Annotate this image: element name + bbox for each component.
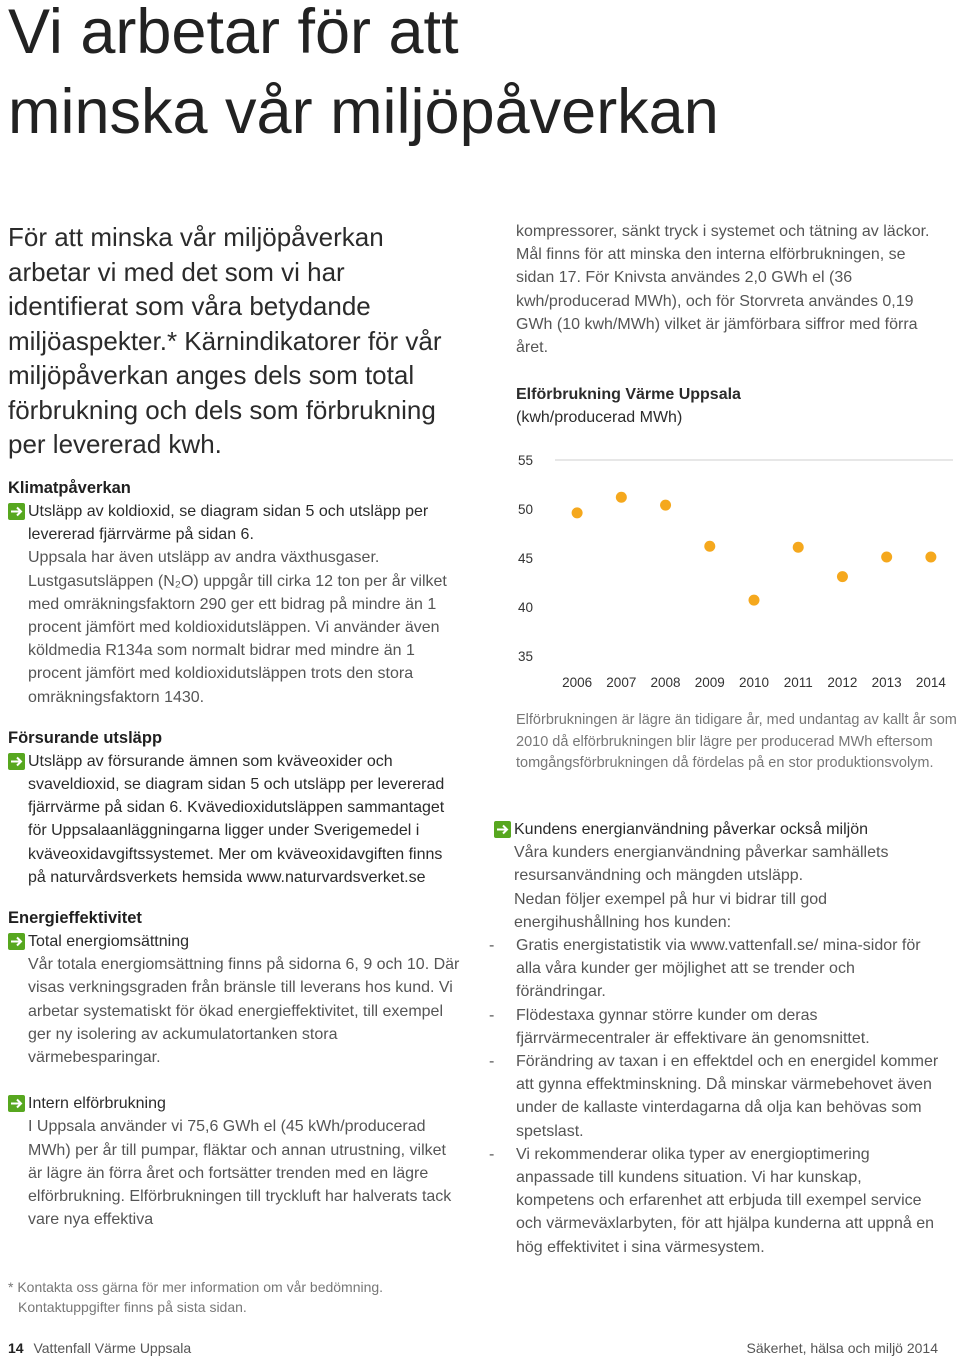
arrow-right-icon (8, 933, 25, 950)
x-tick-label: 2014 (915, 675, 946, 690)
page-title (8, 0, 719, 152)
y-tick-label: 35 (518, 649, 534, 664)
x-tick-label: 2006 (562, 675, 593, 690)
page-footer (8, 1340, 938, 1356)
x-tick-label: 2011 (783, 675, 813, 690)
list-item-text: Vi rekommenderar olika typer av energioptimering anpassade till kundens situation. Vi har kunskap, kompetens och erfarenhet att erbjuda till exempel service och värmeväxlarbyten, för att hjälpa kunderna att uppnå en hög effektivitet i sina värmesystem. (516, 1145, 935, 1256)
y-tick-label: 50 (518, 502, 534, 517)
list-dash: - (489, 937, 495, 955)
y-tick-label: 40 (518, 600, 534, 615)
footnote-line-2: Kontaktuppgifter finns på sista sidan. (18, 1299, 247, 1315)
forsurande-text: Utsläpp av försurande ämnen som kväveoxider och svaveldioxid, se diagram sidan 5 och utsläpp per levererad fjärrvärme på sidan 6. Kvävedioxidutsläppen sammantaget för Uppsalaanläggningarna ligger under Sverigemedel i kväveoxidavgiftssystemet. Mer om kväveoxidavgiften finns på naturvårdsverkets hemsida www.naturvardsverket.se (28, 752, 445, 886)
chart-header (516, 383, 936, 429)
title-line-2: minska vår miljöpåverkan (8, 77, 719, 147)
x-tick-label: 2013 (871, 675, 902, 690)
energi-text-1: Vår totala energiomsättning finns på sidorna 6, 9 och 10. Där visas verkningsgraden från bränsle till leverans hos kund. Vi arbetar systematiskt för ökad energieffektivitet, till exempel ger ny isolering av ackumulatortanken stora värmebesparingar. (28, 956, 460, 1067)
data-point (572, 507, 583, 518)
kundens-text-1: Våra kunders energianvändning påverkar samhällets resursanvändning och mängden utsläpp. (514, 844, 889, 885)
list-dash: - (489, 1006, 495, 1024)
data-point (704, 541, 715, 552)
energi-sub-1: Total energiomsättning (28, 933, 189, 951)
list-item-text: Gratis energistatistik via www.vattenfall.se/ mina-sidor för alla våra kunder ger möjlighet att se trender och förändringar. (516, 937, 921, 1001)
forsurande-heading: Försurande utsläpp (8, 728, 163, 747)
data-point (616, 492, 627, 503)
x-tick-label: 2007 (606, 675, 637, 690)
klimat-heading: Klimatpåverkan (8, 479, 131, 497)
chart-caption: Elförbrukningen är lägre än tidigare år, med undantag av kallt år som 2010 då elförbrukningen blir lägre per producerad MWh eftersom tomgångsförbrukningen då fördelas på en stor produktionsvolym. (516, 712, 957, 771)
page-number: 14 (8, 1340, 24, 1356)
kundens-list-item (489, 1143, 940, 1259)
klimat-text-1: Utsläpp av koldioxid, se diagram sidan 5 och utsläpp per levererad fjärrvärme på sidan 6. (28, 503, 429, 544)
data-point (749, 595, 760, 606)
x-tick-label: 2010 (738, 675, 770, 690)
energi-sub-2: Intern elförbrukning (28, 1095, 166, 1113)
y-tick-label: 55 (518, 453, 534, 468)
footer-company: Vattenfall Värme Uppsala (33, 1340, 192, 1356)
energi-text-2: I Uppsala använder vi 75,6 GWh el (45 kWh/producerad MWh) per år till pumpar, fläktar och annan utrustning, vilket är lägre än förra året och fortsätter trenden med en lägre elförbrukning. Elförbrukningen till tryckluft har halverats tack vare nya effektiva (28, 1118, 452, 1229)
energi-item-2 (8, 1092, 460, 1231)
kundens-list-item (489, 934, 940, 1004)
left-column (8, 477, 460, 1231)
arrow-right-icon (8, 503, 25, 520)
chart-subtitle: (kwh/producerad MWh) (516, 409, 683, 427)
kundens-list-item (489, 1050, 940, 1143)
list-item-text: Förändring av taxan i en effektdel och en energidel kommer att gynna effektminskning. Då minskar värmebehovet även under de kallaste vinterdagarna då olja kan behövas som spetslast. (516, 1053, 939, 1140)
list-item-text: Flödestaxa gynnar större kunder om deras fjärrvärmecentraler är effektivare än genomsnittet. (516, 1006, 870, 1047)
elforbrukning-chart (505, 440, 960, 705)
kundens-text-2: Nedan följer exempel på hur vi bidrar till god energihushållning hos kunden: (514, 890, 828, 931)
arrow-right-icon (494, 821, 511, 838)
data-point (660, 500, 671, 511)
klimat-item (8, 500, 460, 709)
x-tick-label: 2012 (827, 675, 858, 690)
title-line-1: Vi arbetar för att (8, 0, 459, 67)
x-tick-label: 2008 (650, 675, 681, 690)
chart-title: Elförbrukning Värme Uppsala (516, 386, 741, 403)
right-intro (516, 220, 936, 359)
footnote-line-1: * Kontakta oss gärna för mer information om vår bedömning. (8, 1279, 384, 1295)
right-intro-text: kompressorer, sänkt tryck i systemet och tätning av läckor. Mål finns för att minska den interna elförbrukningen, se sidan 17. För Knivsta användes 2,0 GWh el (36 kwh/producerad MWh), och för Storvreta användes 0,19 GWh (10 kwh/MWh) vilket är jämförbara siffror med förra året. (516, 223, 930, 357)
arrow-right-icon (8, 753, 25, 770)
kundens-list-item (489, 1004, 940, 1050)
list-dash: - (489, 1145, 495, 1163)
footnote (8, 1277, 508, 1317)
klimat-text-2: Uppsala har även utsläpp av andra växthusgaser. Lustgasutsläppen (N₂O) uppgår till cirka 12 ton per år vilket med omräkningsfaktorn 290 ger ett bidrag på mindre än 1 procent jämfört med koldioxidutsläppen. Vi använder även köldmedia R134a som normalt bidrar med mindre än 1 procent jämfört med koldioxidutsläppen trots den stora omräkningsfaktorn 1430. (28, 549, 447, 706)
footer-report: Säkerhet, hälsa och miljö 2014 (746, 1340, 938, 1356)
kundens-list (489, 934, 940, 1259)
y-tick-label: 45 (518, 551, 534, 566)
kundens-heading: Kundens energianvändning påverkar också miljön (514, 821, 868, 838)
data-point (793, 542, 804, 553)
x-tick-label: 2009 (694, 675, 725, 690)
energi-item-1 (8, 930, 460, 1069)
list-dash: - (489, 1053, 495, 1071)
data-point (837, 571, 848, 582)
forsurande-item (8, 750, 460, 889)
chart-caption-box (516, 710, 958, 775)
data-point (925, 552, 936, 563)
data-point (881, 552, 892, 563)
lead-paragraph: För att minska vår miljöpåverkan arbetar vi med det som vi har identifierat som våra betydande miljöaspekter.* Kärnindikatorer för vår miljöpåverkan anges dels som total förbrukning och dels som förbrukning per levererad kwh. (8, 222, 442, 459)
kundens-item (494, 818, 940, 934)
arrow-right-icon (8, 1095, 25, 1112)
energi-heading: Energieffektivitet (8, 909, 142, 928)
kundens-section (489, 818, 940, 1259)
